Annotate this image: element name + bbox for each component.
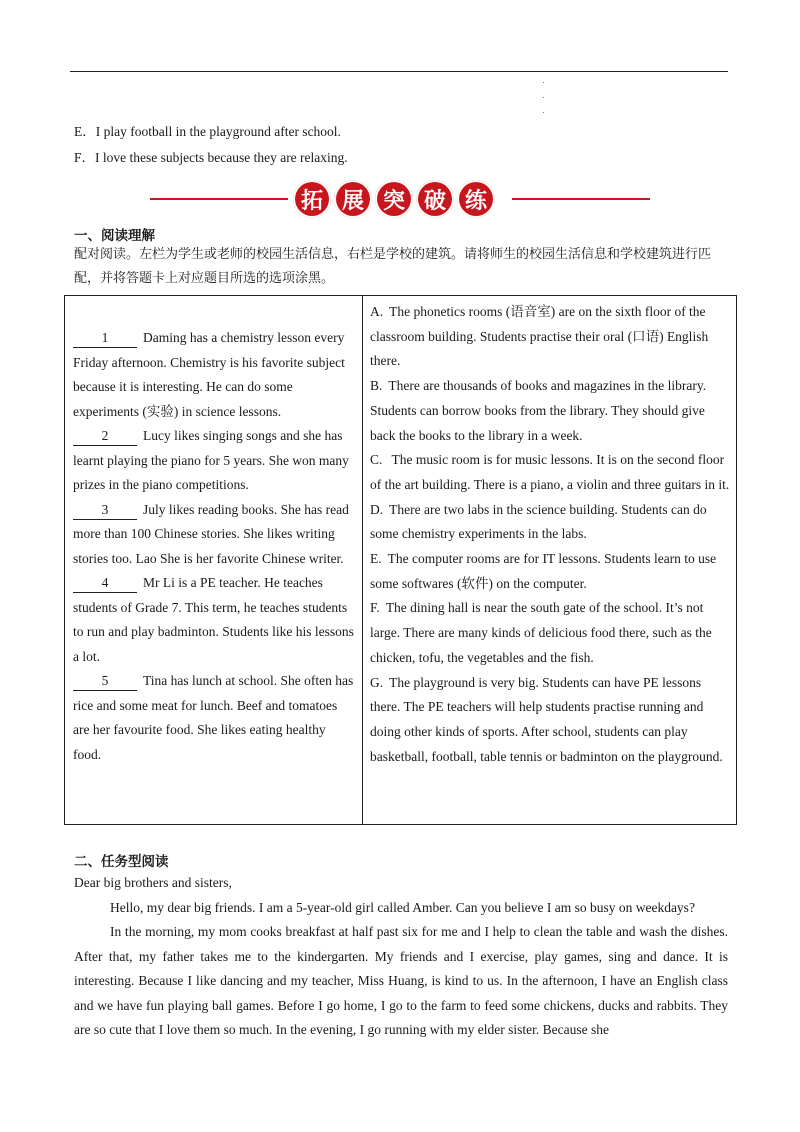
left-item-text: Lucy likes singing songs and she has learnt playing the piano for 5 years. She won many prizes in the piano competitions.: [73, 428, 349, 492]
option-text: The dining hall is near the south gate of the school. It’s not large. There are many kinds of delicious food there, such as the chicken, tofu, the vegetables and the fish.: [370, 600, 712, 665]
paragraph: Hello, my dear big friends. I am a 5-year-old girl called Amber. Can you believe I am so busy on weekdays?: [110, 899, 695, 915]
option-letter: G.: [370, 674, 384, 690]
option-letter: B.: [370, 378, 383, 394]
building-option: [370, 300, 730, 374]
paragraph: In the morning, my mom cooks breakfast at half past six for me and I help to clean the table and wash the dishes. After that, my father takes me to the kindergarten. My friends and I exercise, play games, sing and dance. It is interesting. Because I like dancing and my teacher, Miss Huang, is kind to us. In the afternoon, I have an English class and we have fun playing ball games. Before I go home, I go to the farm to feed some chickens, ducks and rabbits. They are so cute that I love them so much. In the evening, I go running with my elder sister. Because she: [74, 924, 728, 1037]
banner-badges: [293, 180, 495, 218]
left-item: [73, 424, 355, 498]
answer-blank[interactable]: 5: [73, 672, 137, 691]
left-item: [73, 669, 355, 767]
left-item: [73, 498, 355, 572]
section-title-reading: 一、阅读理解: [74, 228, 155, 244]
banner-char: 破: [416, 180, 454, 218]
answer-blank[interactable]: 1: [73, 329, 137, 348]
banner-line-right: [512, 198, 650, 200]
option-text: I love these subjects because they are relaxing.: [95, 150, 348, 165]
left-item-text: Mr Li is a PE teacher. He teaches students of Grade 7. This term, he teaches students to run and play badminton. Students like his lessons a lot.: [73, 575, 354, 664]
option-f: [74, 148, 348, 168]
left-item: [73, 326, 355, 424]
section-title-task-reading: 二、任务型阅读: [74, 854, 169, 870]
option-text: The music room is for music lessons. It is on the second floor of the art building. There is a piano, a violin and three guitars in it.: [370, 452, 730, 492]
salutation: Dear big brothers and sisters,: [74, 875, 232, 890]
answer-blank[interactable]: 4: [73, 574, 137, 593]
option-letter: F.: [370, 600, 380, 616]
building-option: [370, 498, 730, 547]
option-text: I play football in the playground after school.: [95, 124, 341, 139]
section-instructions: 配对阅读。左栏为学生或老师的校园生活信息，右栏是学校的建筑。请将师生的校园生活信息和学校建筑进行匹配，并将答题卡上对应题目所选的选项涂黑。: [74, 247, 712, 286]
option-text: The phonetics rooms (语音室) are on the sixth floor of the classroom building. Students practise their oral (口语) English there.: [370, 304, 709, 369]
option-letter: D.: [370, 501, 384, 517]
option-label: F．: [74, 150, 96, 165]
building-option: [370, 448, 730, 497]
option-text: The playground is very big. Students can have PE lessons there. The PE teachers will help students practise running and doing other kinds of sports. After school, students can play basketball, football, table tennis or badminton on the playground.: [370, 674, 723, 764]
answer-blank[interactable]: 2: [73, 427, 137, 446]
header-rule: [70, 71, 728, 72]
left-column: [65, 296, 363, 825]
banner-char: 展: [334, 180, 372, 218]
left-item-text: Tina has lunch at school. She often has rice and some meat for lunch. Beef and tomatoes are her favourite food. She likes eating healthy food.: [73, 673, 354, 762]
banner-char: 拓: [293, 180, 331, 218]
answer-blank[interactable]: 3: [73, 501, 137, 520]
option-text: There are two labs in the science building. Students can do some chemistry experiments in the labs.: [370, 501, 707, 542]
building-option: [370, 671, 730, 770]
option-letter: C.: [370, 452, 383, 468]
left-item: [73, 571, 355, 669]
option-letter: E.: [370, 551, 382, 567]
margin-dots: [543, 82, 547, 127]
option-label: E．: [74, 124, 96, 139]
left-item-text: Daming has a chemistry lesson every Friday afternoon. Chemistry is his favorite subject because it is interesting. He can do some experiments (实验) in science lessons.: [73, 330, 345, 419]
option-text: There are thousands of books and magazines in the library. Students can borrow books from the library. They should give back the books to the library in a week.: [370, 378, 707, 443]
building-option: [370, 596, 730, 670]
matching-table: [64, 295, 737, 825]
option-e: [74, 122, 341, 142]
right-column: [363, 296, 737, 825]
building-option: [370, 547, 730, 596]
option-text: The computer rooms are for IT lessons. Students learn to use some softwares (软件) on the computer.: [370, 551, 717, 591]
banner-char: 练: [457, 180, 495, 218]
banner-char: 突: [375, 180, 413, 218]
building-option: [370, 374, 730, 448]
letter-body: [74, 871, 728, 1043]
left-item-text: July likes reading books. She has read more than 100 Chinese stories. She likes writing stories too. Lao She is her favorite Chinese writer.: [73, 501, 349, 566]
section-banner: [150, 180, 650, 220]
option-letter: A.: [370, 304, 384, 319]
banner-line-left: [150, 198, 288, 200]
